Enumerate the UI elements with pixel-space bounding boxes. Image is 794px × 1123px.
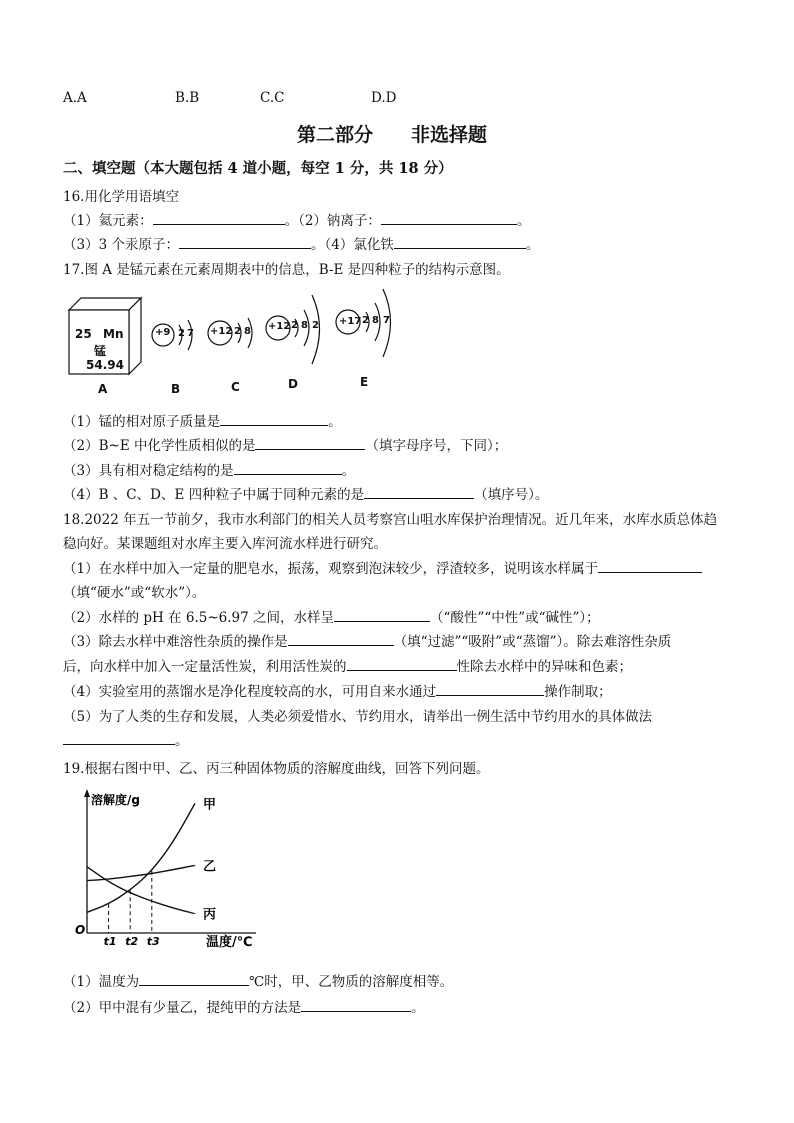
q19-title: 19.根据右图中甲、乙、丙三种固体物质的溶解度曲线，回答下列问题。	[63, 761, 490, 777]
option-b: B.B	[175, 90, 200, 106]
nucleus-d: +12	[268, 321, 291, 332]
q19-sub2-end: 。	[411, 1000, 425, 1016]
figure-label-c: C	[231, 380, 240, 394]
answer-blank[interactable]	[63, 732, 175, 745]
q19-sub1-text: （1）温度为	[63, 974, 140, 990]
q18-sub4-text: （4）实验室用的蒸馏水是净化程度较高的水，可用自来水通过	[63, 684, 437, 700]
answer-blank[interactable]	[394, 236, 526, 249]
option-c: C.C	[260, 90, 285, 106]
q17-sub4	[63, 483, 548, 503]
answer-blank[interactable]	[288, 633, 394, 646]
q19-sub2-text: （2）甲中混有少量乙，提纯甲的方法是	[63, 1000, 302, 1016]
x-tick-t2: t2	[125, 935, 139, 948]
figure-label-b: B	[171, 382, 181, 396]
shell-e-1: 2	[362, 315, 369, 326]
q16-line2	[63, 233, 539, 253]
curve-label-jia: 甲	[203, 797, 217, 813]
curve-label-yi: 乙	[203, 859, 217, 875]
q18-sub3-cont	[63, 655, 632, 675]
q18-sub5-end: 。	[175, 733, 189, 749]
shell-d-3: 2	[312, 320, 319, 331]
curve-jia	[87, 803, 195, 912]
answer-blank[interactable]	[139, 973, 249, 986]
q16-label-3: （3）3 个汞原子：	[63, 237, 179, 253]
shell-d-2: 8	[301, 320, 308, 331]
q17-sub4-text: （4）B 、C、D、E 四种粒子中属于同种元素的是	[63, 487, 365, 503]
q18-intro-line1: 18.2022 年五一节前夕，我市水利部门的相关人员考察宫山咀水库保护治理情况。近几年来，水库水质总体趋	[63, 512, 718, 528]
q17-sub1-text: （1）锰的相对原子质量是	[63, 414, 221, 430]
part-title: 第二部分 非选择题	[297, 124, 488, 146]
shell-b-2: 7	[187, 328, 194, 339]
x-tick-t1: t1	[103, 935, 117, 948]
q18-sub1-text: （1）在水样中加入一定量的肥皂水，振荡，观察到泡沫较少，浮渣较多，说明该水样属于	[63, 561, 599, 577]
x-tick-t3: t3	[146, 935, 160, 948]
q17-sub3	[63, 459, 355, 479]
q17-sub3-end: 。	[341, 463, 356, 479]
q17-sub4-end: （填序号）。	[474, 487, 549, 503]
q19-sub1-end: ℃时，甲、乙物质的溶解度相等。	[249, 974, 454, 990]
answer-blank[interactable]	[347, 658, 457, 671]
q18-sub3	[63, 630, 671, 650]
shell-e-3: 7	[383, 315, 390, 326]
q17-title: 17.图 A 是锰元素在元素周期表中的信息，B-E 是四种粒子的结构示意图。	[63, 262, 510, 278]
shell-b-1: 2	[178, 328, 185, 339]
q18-sub1	[63, 557, 702, 577]
answer-blank[interactable]	[301, 999, 411, 1012]
answer-blank[interactable]	[334, 609, 430, 622]
answer-blank[interactable]	[220, 413, 328, 426]
q16-end-1: 。	[516, 213, 531, 229]
element-name: 锰	[94, 344, 107, 358]
y-axis-arrow	[84, 789, 90, 797]
answer-blank[interactable]	[255, 437, 365, 450]
q16-title: 16.用化学用语填空	[63, 189, 179, 205]
q17-sub2-text: （2）B~E 中化学性质相似的是	[63, 438, 256, 454]
option-a: A.A	[63, 90, 87, 106]
answer-blank[interactable]	[364, 486, 474, 499]
shell-c-1: 2	[234, 326, 241, 337]
q18-sub1-cont: （填“硬水”或“软水”）。	[63, 585, 206, 601]
q18-sub2-end: （“酸性”“中性”或“碱性”）；	[430, 610, 600, 626]
answer-blank[interactable]	[436, 683, 544, 696]
shell-e-2: 8	[372, 315, 379, 326]
shell-d-1: 2	[291, 320, 298, 331]
answer-blank[interactable]	[598, 560, 702, 573]
q18-sub3-cont-end: 性除去水样中的异味和色素；	[456, 659, 632, 675]
q18-sub5-cont	[63, 729, 189, 749]
q18-sub5: （5）为了人类的生存和发展，人类必须爱惜水、节约用水，请举出一例生活中节约用水的具体做法	[63, 709, 653, 725]
element-symbol: Mn	[103, 327, 124, 341]
y-axis-label: 溶解度/g	[91, 793, 140, 807]
nucleus-c: +12	[210, 326, 233, 337]
q18-sub4-end: 操作制取；	[544, 684, 612, 700]
q17-sub1	[63, 410, 342, 430]
answer-blank[interactable]	[153, 212, 285, 225]
q16-label-4: 。（4）氯化铁	[310, 237, 394, 253]
q19-sub1	[63, 970, 453, 990]
nucleus-b: +9	[155, 327, 171, 338]
answer-blank[interactable]	[234, 462, 342, 475]
q18-sub3-end: （填“过滤”“吸附”或“蒸馏”）。除去难溶性杂质	[393, 634, 672, 650]
figure-label-e: E	[360, 375, 369, 389]
q17-sub2	[63, 434, 507, 454]
nucleus-e: +17	[339, 316, 362, 327]
origin-label: O	[75, 923, 86, 937]
q18-sub3-cont-text: 后，向水样中加入一定量活性炭，利用活性炭的	[63, 659, 347, 675]
q18-intro-line2: 稳向好。某课题组对水库主要入库河流水样进行研究。	[63, 536, 387, 552]
answer-blank[interactable]	[179, 236, 311, 249]
x-axis-label: 温度/℃	[206, 935, 253, 950]
curve-label-bing: 丙	[203, 907, 217, 923]
q16-label-1: （1）氦元素：	[63, 213, 153, 229]
q18-sub2-text: （2）水样的 pH 在 6.5~6.97 之间，水样呈	[63, 610, 335, 626]
figure-label-d: D	[288, 377, 298, 391]
q16-line1	[63, 209, 530, 229]
answer-blank[interactable]	[381, 212, 517, 225]
q17-sub1-end: 。	[328, 414, 342, 430]
figure-label-a: A	[98, 382, 108, 396]
atomic-mass: 54.94	[86, 358, 124, 372]
q18-sub4	[63, 680, 612, 700]
q19-sub2	[63, 996, 425, 1016]
q18-sub3-text: （3）除去水样中难溶性杂质的操作是	[63, 634, 288, 650]
q17-sub3-text: （3）具有相对稳定结构的是	[63, 463, 234, 479]
particle-d-diagram	[264, 292, 324, 372]
solubility-chart	[60, 783, 270, 953]
q16-label-2: 。（2）钠离子：	[284, 213, 381, 229]
option-d: D.D	[371, 90, 397, 106]
shell-c-2: 8	[244, 326, 251, 337]
atomic-number: 25	[75, 327, 92, 341]
section-heading: 二、填空题（本大题包括 4 道小题，每空 1 分，共 18 分）	[63, 160, 453, 177]
q17-sub2-end: （填字母序号，下同）；	[365, 438, 508, 454]
q16-end-2: 。	[525, 237, 540, 253]
q18-sub2	[63, 606, 600, 626]
